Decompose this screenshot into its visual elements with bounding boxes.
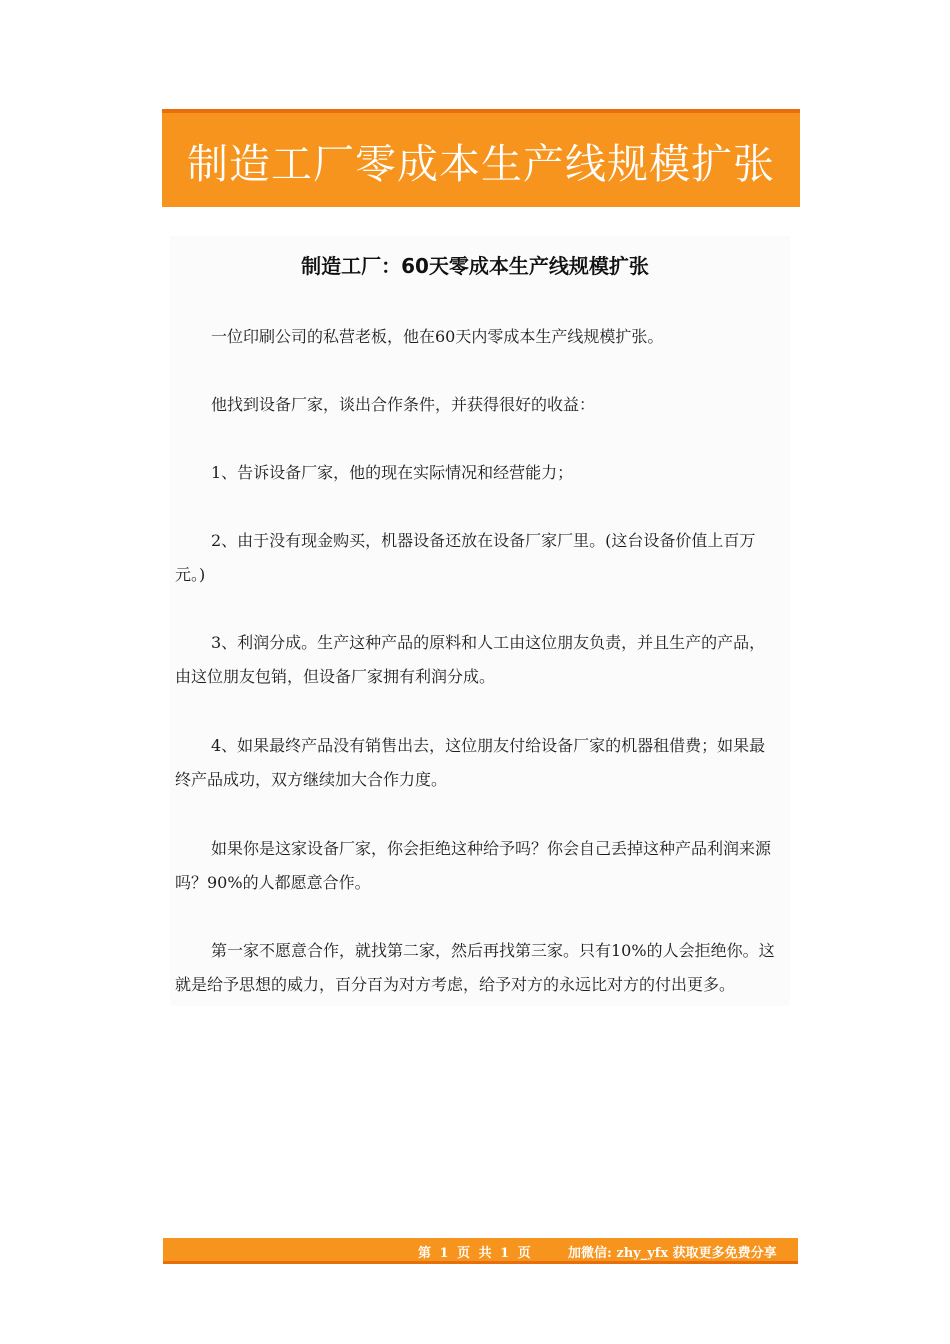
banner-title: 制造工厂零成本生产线规模扩张	[187, 139, 775, 188]
title-banner	[162, 109, 800, 207]
paragraph-point-3: 3、利润分成。生产这种产品的原料和人工由这位朋友负责，并且生产的产品，由这位朋友包销，但设备厂家拥有利润分成。	[175, 633, 766, 686]
document-heading: 制造工厂：60天零成本生产线规模扩张	[301, 254, 649, 278]
paragraph-point-1: 1、告诉设备厂家，他的现在实际情况和经营能力；	[211, 463, 574, 482]
paragraph-intro: 一位印刷公司的私营老板，他在60天内零成本生产线规模扩张。	[211, 327, 664, 346]
page-indicator: 第 1 页 共 1 页	[418, 1246, 533, 1261]
paragraph-conditions: 他找到设备厂家，谈出合作条件，并获得很好的收益：	[211, 395, 596, 414]
footer-bar	[163, 1238, 798, 1264]
paragraph-question: 如果你是这家设备厂家，你会拒绝这种给予吗？你会自己丢掉这种产品利润来源吗？90%的人都愿意合作。	[175, 839, 772, 892]
paragraph-point-2: 2、由于没有现金购买，机器设备还放在设备厂家厂里。(这台设备价值上百万元。)	[175, 531, 756, 584]
paragraph-point-4: 4、如果最终产品没有销售出去，这位朋友付给设备厂家的机器租借费；如果最终产品成功，双方继续加大合作力度。	[175, 736, 766, 789]
paragraph-conclusion: 第一家不愿意合作，就找第二家，然后再找第三家。只有10%的人会拒绝你。这就是给予思想的威力，百分百为对方考虑，给予对方的永远比对方的付出更多。	[175, 941, 775, 994]
footer-promo: 加微信: zhy_yfx 获取更多免费分享	[568, 1246, 777, 1261]
